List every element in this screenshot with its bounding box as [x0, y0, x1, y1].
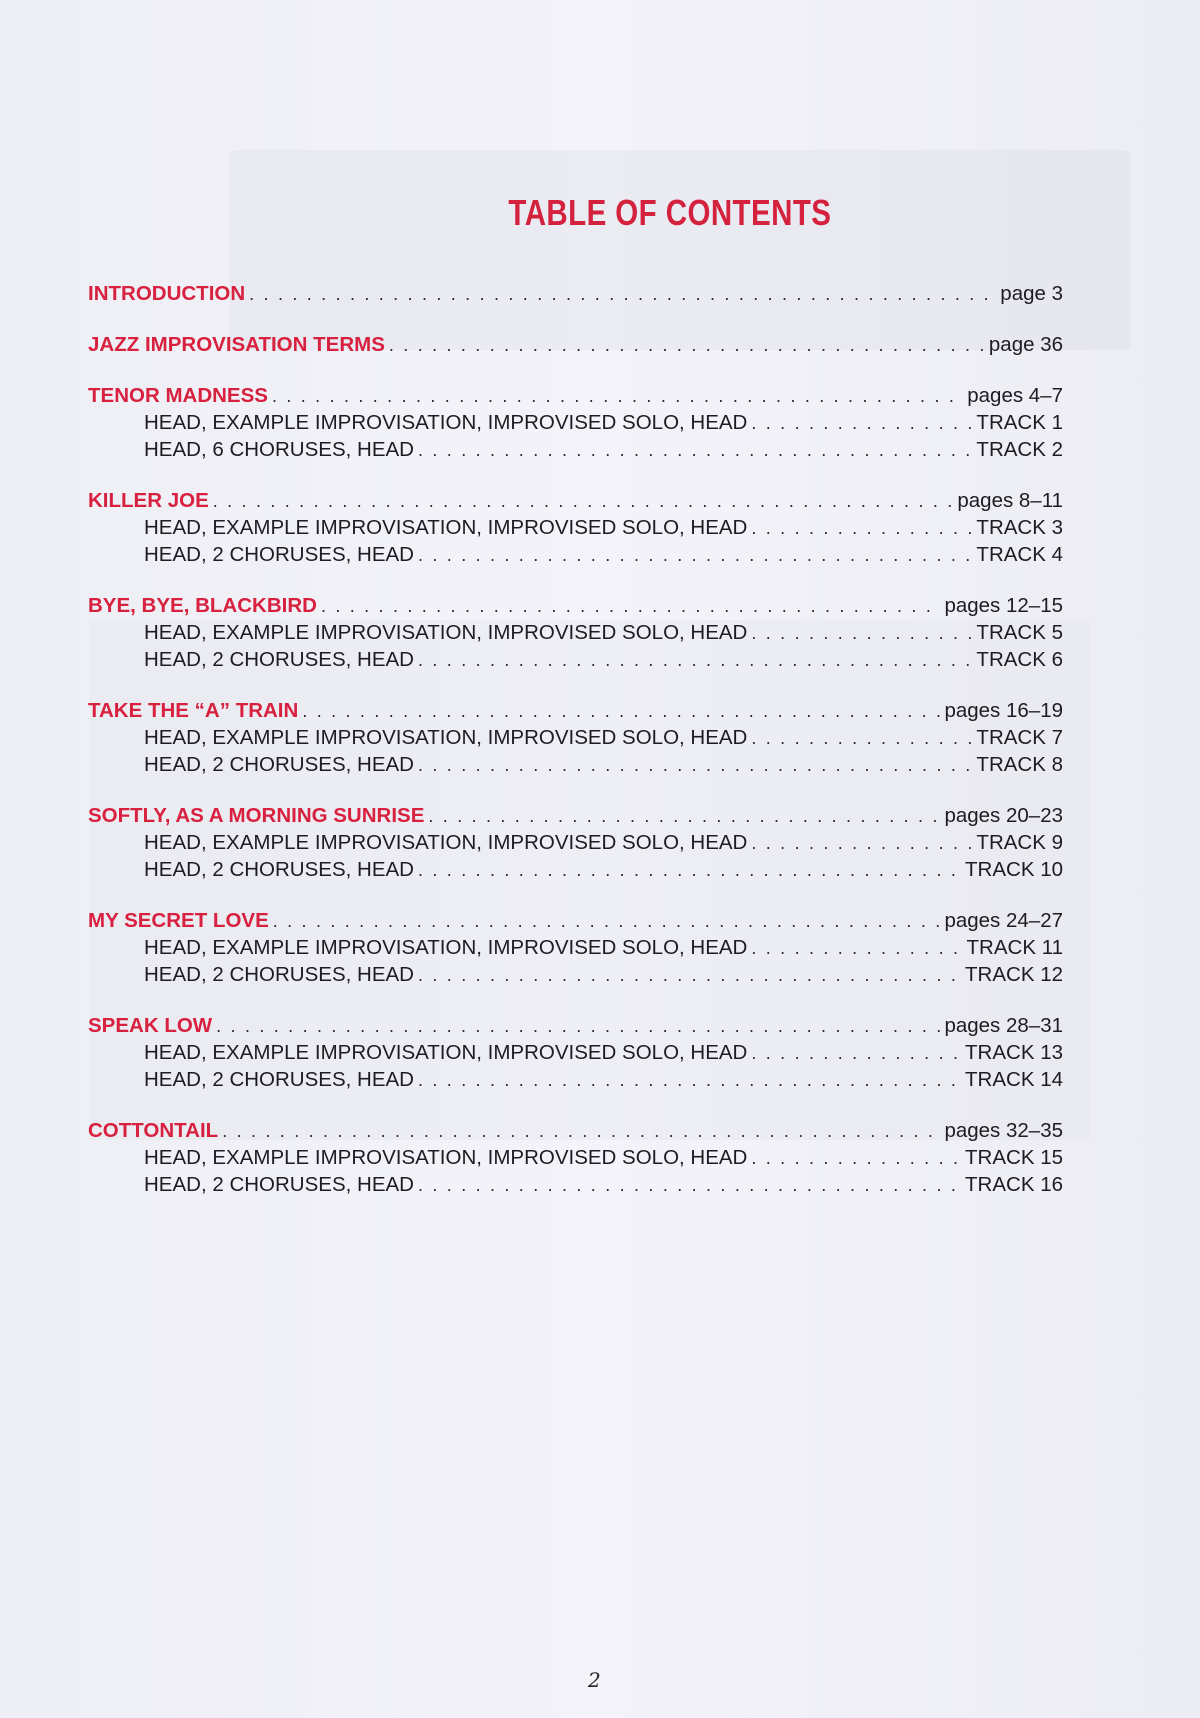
page-title: TABLE OF CONTENTS	[508, 192, 832, 233]
track-description: HEAD, 2 CHORUSES, HEAD	[144, 1173, 414, 1196]
toc-entry	[88, 592, 1063, 673]
dot-leader	[418, 542, 972, 569]
toc-track-line	[88, 1066, 1063, 1093]
dot-leader	[751, 830, 972, 857]
track-description: HEAD, 2 CHORUSES, HEAD	[144, 1068, 414, 1091]
table-of-contents	[88, 280, 1063, 1222]
track-description: HEAD, EXAMPLE IMPROVISATION, IMPROVISED SOLO, HEAD	[144, 621, 748, 644]
toc-entry	[88, 331, 1063, 358]
entry-title: TENOR MADNESS	[88, 384, 268, 407]
track-number: TRACK 5	[976, 621, 1063, 644]
toc-track-line	[88, 1039, 1063, 1066]
dot-leader	[249, 281, 996, 308]
toc-entry	[88, 1117, 1063, 1198]
dot-leader	[751, 1040, 961, 1067]
entry-pages: pages 16–19	[944, 699, 1063, 722]
dot-leader	[216, 1013, 940, 1040]
entry-title: COTTONTAIL	[88, 1119, 219, 1142]
entry-title: SOFTLY, AS A MORNING SUNRISE	[88, 804, 425, 827]
dot-leader	[418, 437, 972, 464]
dot-leader	[302, 698, 940, 725]
entry-title: SPEAK LOW	[88, 1014, 213, 1037]
dot-leader	[222, 1118, 940, 1145]
page-number: 2	[588, 1668, 601, 1692]
track-number: TRACK 14	[965, 1068, 1063, 1091]
dot-leader	[418, 752, 972, 779]
dot-leader	[273, 908, 941, 935]
entry-title: INTRODUCTION	[88, 282, 246, 305]
dot-leader	[428, 803, 940, 830]
entry-pages: page 36	[988, 333, 1063, 356]
dot-leader	[321, 593, 941, 620]
entry-title: TAKE THE “A” TRAIN	[88, 699, 299, 722]
entry-title: MY SECRET LOVE	[88, 909, 269, 932]
track-number: TRACK 10	[965, 858, 1063, 881]
toc-entry-heading	[88, 802, 1063, 829]
toc-entry	[88, 697, 1063, 778]
track-description: HEAD, 2 CHORUSES, HEAD	[144, 648, 414, 671]
track-number: TRACK 16	[965, 1173, 1063, 1196]
dot-leader	[418, 962, 961, 989]
toc-entry	[88, 280, 1063, 307]
track-number: TRACK 12	[965, 963, 1063, 986]
dot-leader	[418, 1172, 961, 1199]
toc-entry-heading	[88, 487, 1063, 514]
track-description: HEAD, EXAMPLE IMPROVISATION, IMPROVISED SOLO, HEAD	[144, 411, 748, 434]
toc-entry-heading	[88, 697, 1063, 724]
track-number: TRACK 1	[976, 411, 1063, 434]
track-description: HEAD, 2 CHORUSES, HEAD	[144, 963, 414, 986]
entry-title: BYE, BYE, BLACKBIRD	[88, 594, 317, 617]
entry-pages: pages 12–15	[944, 594, 1063, 617]
toc-entry	[88, 1012, 1063, 1093]
toc-entry-heading	[88, 331, 1063, 358]
dot-leader	[418, 1067, 961, 1094]
toc-track-line	[88, 619, 1063, 646]
toc-track-line	[88, 724, 1063, 751]
track-description: HEAD, 6 CHORUSES, HEAD	[144, 438, 414, 461]
entry-pages: pages 4–7	[967, 384, 1063, 407]
entry-pages: page 3	[1000, 282, 1063, 305]
track-description: HEAD, 2 CHORUSES, HEAD	[144, 753, 414, 776]
track-number: TRACK 15	[965, 1146, 1063, 1169]
entry-title: KILLER JOE	[88, 489, 209, 512]
track-description: HEAD, 2 CHORUSES, HEAD	[144, 858, 414, 881]
track-number: TRACK 2	[976, 438, 1063, 461]
entry-pages: pages 8–11	[957, 489, 1063, 512]
dot-leader	[213, 488, 954, 515]
track-number: TRACK 3	[976, 516, 1063, 539]
toc-track-line	[88, 961, 1063, 988]
entry-pages: pages 32–35	[944, 1119, 1063, 1142]
toc-entry	[88, 907, 1063, 988]
track-description: HEAD, EXAMPLE IMPROVISATION, IMPROVISED SOLO, HEAD	[144, 936, 748, 959]
track-number: TRACK 7	[976, 726, 1063, 749]
track-description: HEAD, EXAMPLE IMPROVISATION, IMPROVISED SOLO, HEAD	[144, 1146, 748, 1169]
track-description: HEAD, 2 CHORUSES, HEAD	[144, 543, 414, 566]
dot-leader	[418, 857, 961, 884]
toc-track-line	[88, 856, 1063, 883]
toc-track-line	[88, 541, 1063, 568]
toc-entry-heading	[88, 907, 1063, 934]
dot-leader	[751, 935, 962, 962]
toc-entry-heading	[88, 1012, 1063, 1039]
toc-entry-heading	[88, 280, 1063, 307]
track-number: TRACK 8	[976, 753, 1063, 776]
entry-title: JAZZ IMPROVISATION TERMS	[88, 333, 385, 356]
toc-track-line	[88, 1171, 1063, 1198]
dot-leader	[418, 647, 972, 674]
toc-track-line	[88, 1144, 1063, 1171]
toc-entry	[88, 802, 1063, 883]
track-description: HEAD, EXAMPLE IMPROVISATION, IMPROVISED SOLO, HEAD	[144, 1041, 748, 1064]
track-number: TRACK 11	[966, 936, 1063, 959]
toc-entry-heading	[88, 382, 1063, 409]
dot-leader	[751, 410, 972, 437]
toc-track-line	[88, 436, 1063, 463]
track-description: HEAD, EXAMPLE IMPROVISATION, IMPROVISED SOLO, HEAD	[144, 831, 748, 854]
dot-leader	[751, 620, 972, 647]
track-number: TRACK 13	[965, 1041, 1063, 1064]
toc-track-line	[88, 646, 1063, 673]
toc-entry-heading	[88, 592, 1063, 619]
entry-pages: pages 24–27	[944, 909, 1063, 932]
entry-pages: pages 28–31	[944, 1014, 1063, 1037]
track-number: TRACK 9	[976, 831, 1063, 854]
dot-leader	[751, 515, 972, 542]
toc-track-line	[88, 829, 1063, 856]
toc-entry	[88, 487, 1063, 568]
toc-track-line	[88, 934, 1063, 961]
dot-leader	[751, 1145, 961, 1172]
track-number: TRACK 4	[976, 543, 1063, 566]
entry-pages: pages 20–23	[944, 804, 1063, 827]
dot-leader	[272, 383, 963, 410]
track-number: TRACK 6	[976, 648, 1063, 671]
toc-entry	[88, 382, 1063, 463]
track-description: HEAD, EXAMPLE IMPROVISATION, IMPROVISED SOLO, HEAD	[144, 726, 748, 749]
dot-leader	[389, 332, 985, 359]
toc-track-line	[88, 514, 1063, 541]
toc-entry-heading	[88, 1117, 1063, 1144]
dot-leader	[751, 725, 972, 752]
toc-track-line	[88, 409, 1063, 436]
track-description: HEAD, EXAMPLE IMPROVISATION, IMPROVISED SOLO, HEAD	[144, 516, 748, 539]
toc-track-line	[88, 751, 1063, 778]
